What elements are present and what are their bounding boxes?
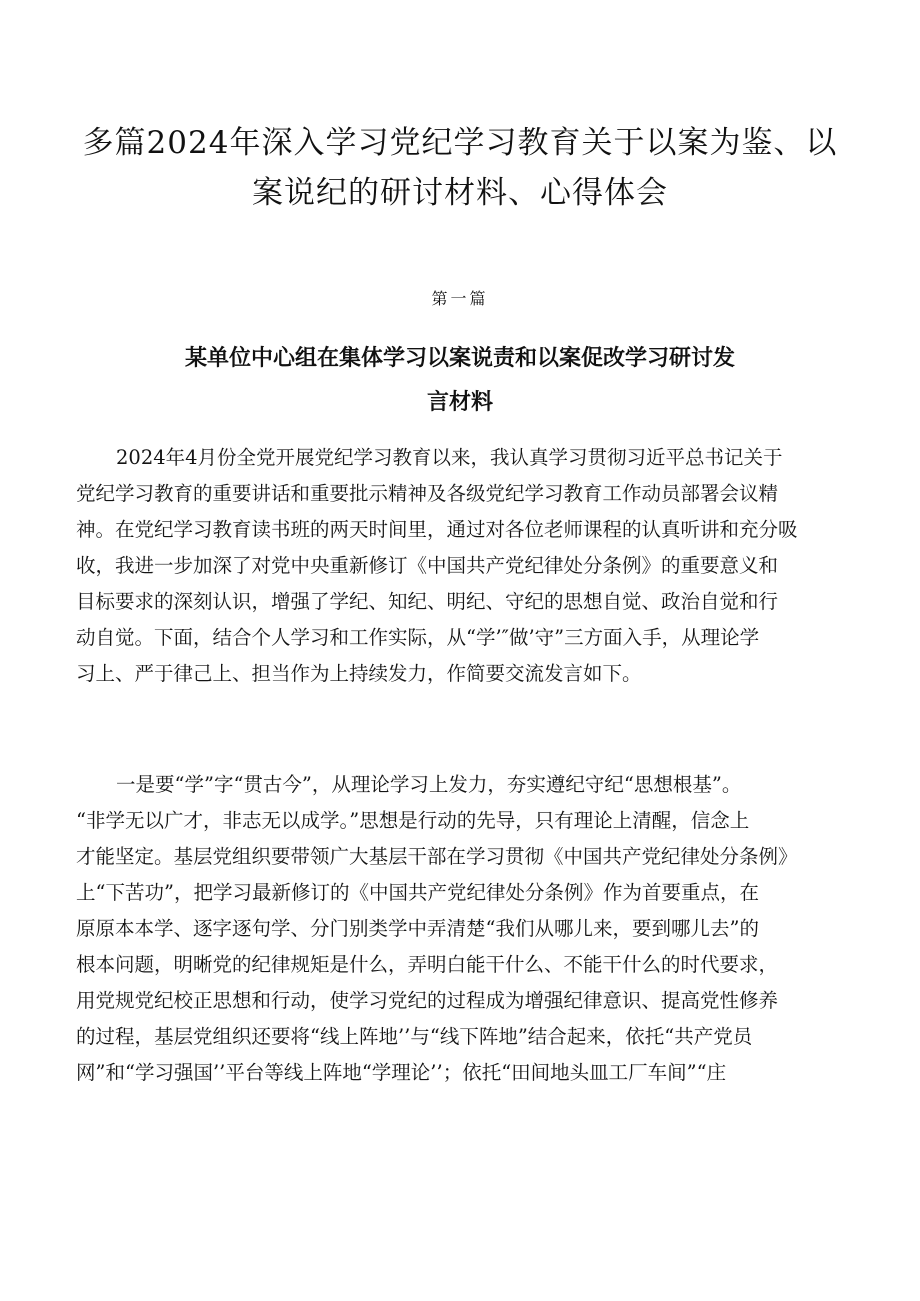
paragraph-line: 一是要“学”字“贯古今”，从理论学习上发力，夯实遵纪守纪“思想根基”。: [116, 773, 742, 796]
article-title: [80, 337, 840, 425]
paragraph-line: 上“下苦功”，把学习最新修订的《中国共产党纪律处分条例》作为首要重点，在: [76, 881, 759, 904]
document-title: [40, 118, 880, 218]
paragraph-line: 根本问题，明晰党的纪律规矩是什么，弄明白能干什么、不能干什么的时代要求，: [76, 953, 779, 976]
article-title-line: 言材料: [426, 390, 493, 415]
paragraph-line: “非学无以广才，非志无以成学。”思想是行动的先导，只有理论上清醒，信念上: [76, 809, 750, 832]
paragraph-line: 收，我进一步加深了对党中央重新修订《中国共产党纪律处分条例》的重要意义和: [76, 554, 779, 577]
paragraph-line: 党纪学习教育的重要讲话和重要批示精神及各级党纪学习教育工作动员部署会议精: [76, 482, 779, 505]
body-paragraph: [76, 767, 798, 1091]
paragraph-line: 神。在党纪学习教育读书班的两天时间里，通过对各位老师课程的认真听讲和充分吸: [76, 518, 798, 541]
paragraph-line: 用党规党纪校正思想和行动，使学习党纪的过程成为增强纪律意识、提高党性修养: [76, 989, 779, 1012]
paragraph-line: 网”和“学习强国’’平台等线上阵地“学理论’’；依托“田间地头皿工厂车间”“庄: [76, 1061, 727, 1084]
article-title-line: 某单位中心组在集体学习以案说责和以案促改学习研讨发: [184, 346, 735, 371]
document-title-line: 多篇2024年深入学习党纪学习教育关于以案为鉴、以: [82, 125, 838, 161]
section-label: 第一篇: [431, 289, 489, 308]
document-title-line: 案说纪的研讨材料、心得体会: [252, 175, 668, 211]
paragraph-line: 2024年4月份全党开展党纪学习教育以来，我认真学习贯彻习近平总书记关于: [116, 446, 783, 469]
paragraph-line: 习上、严于律己上、担当作为上持续发力，作简要交流发言如下。: [76, 662, 642, 685]
paragraph-line: 目标要求的深刻认识，增强了学纪、知纪、明纪、守纪的思想自觉、政治自觉和行: [76, 590, 779, 613]
paragraph-line: 的过程，基层党组织还要将“线上阵地’’与“线下阵地”结合起来，依托“共产党员: [76, 1025, 753, 1048]
body-paragraph: [76, 440, 798, 692]
paragraph-line: 动自觉。下面，结合个人学习和工作实际，从“学’″做’守”三方面入手，从理论学: [76, 626, 760, 649]
paragraph-line: 原原本本学、逐字逐句学、分门别类学中弄清楚“我们从哪儿来，要到哪儿去”的: [76, 917, 759, 940]
paragraph-line: 才能坚定。基层党组织要带领广大基层干部在学习贯彻《中国共产党纪律处分条例》: [76, 845, 798, 868]
